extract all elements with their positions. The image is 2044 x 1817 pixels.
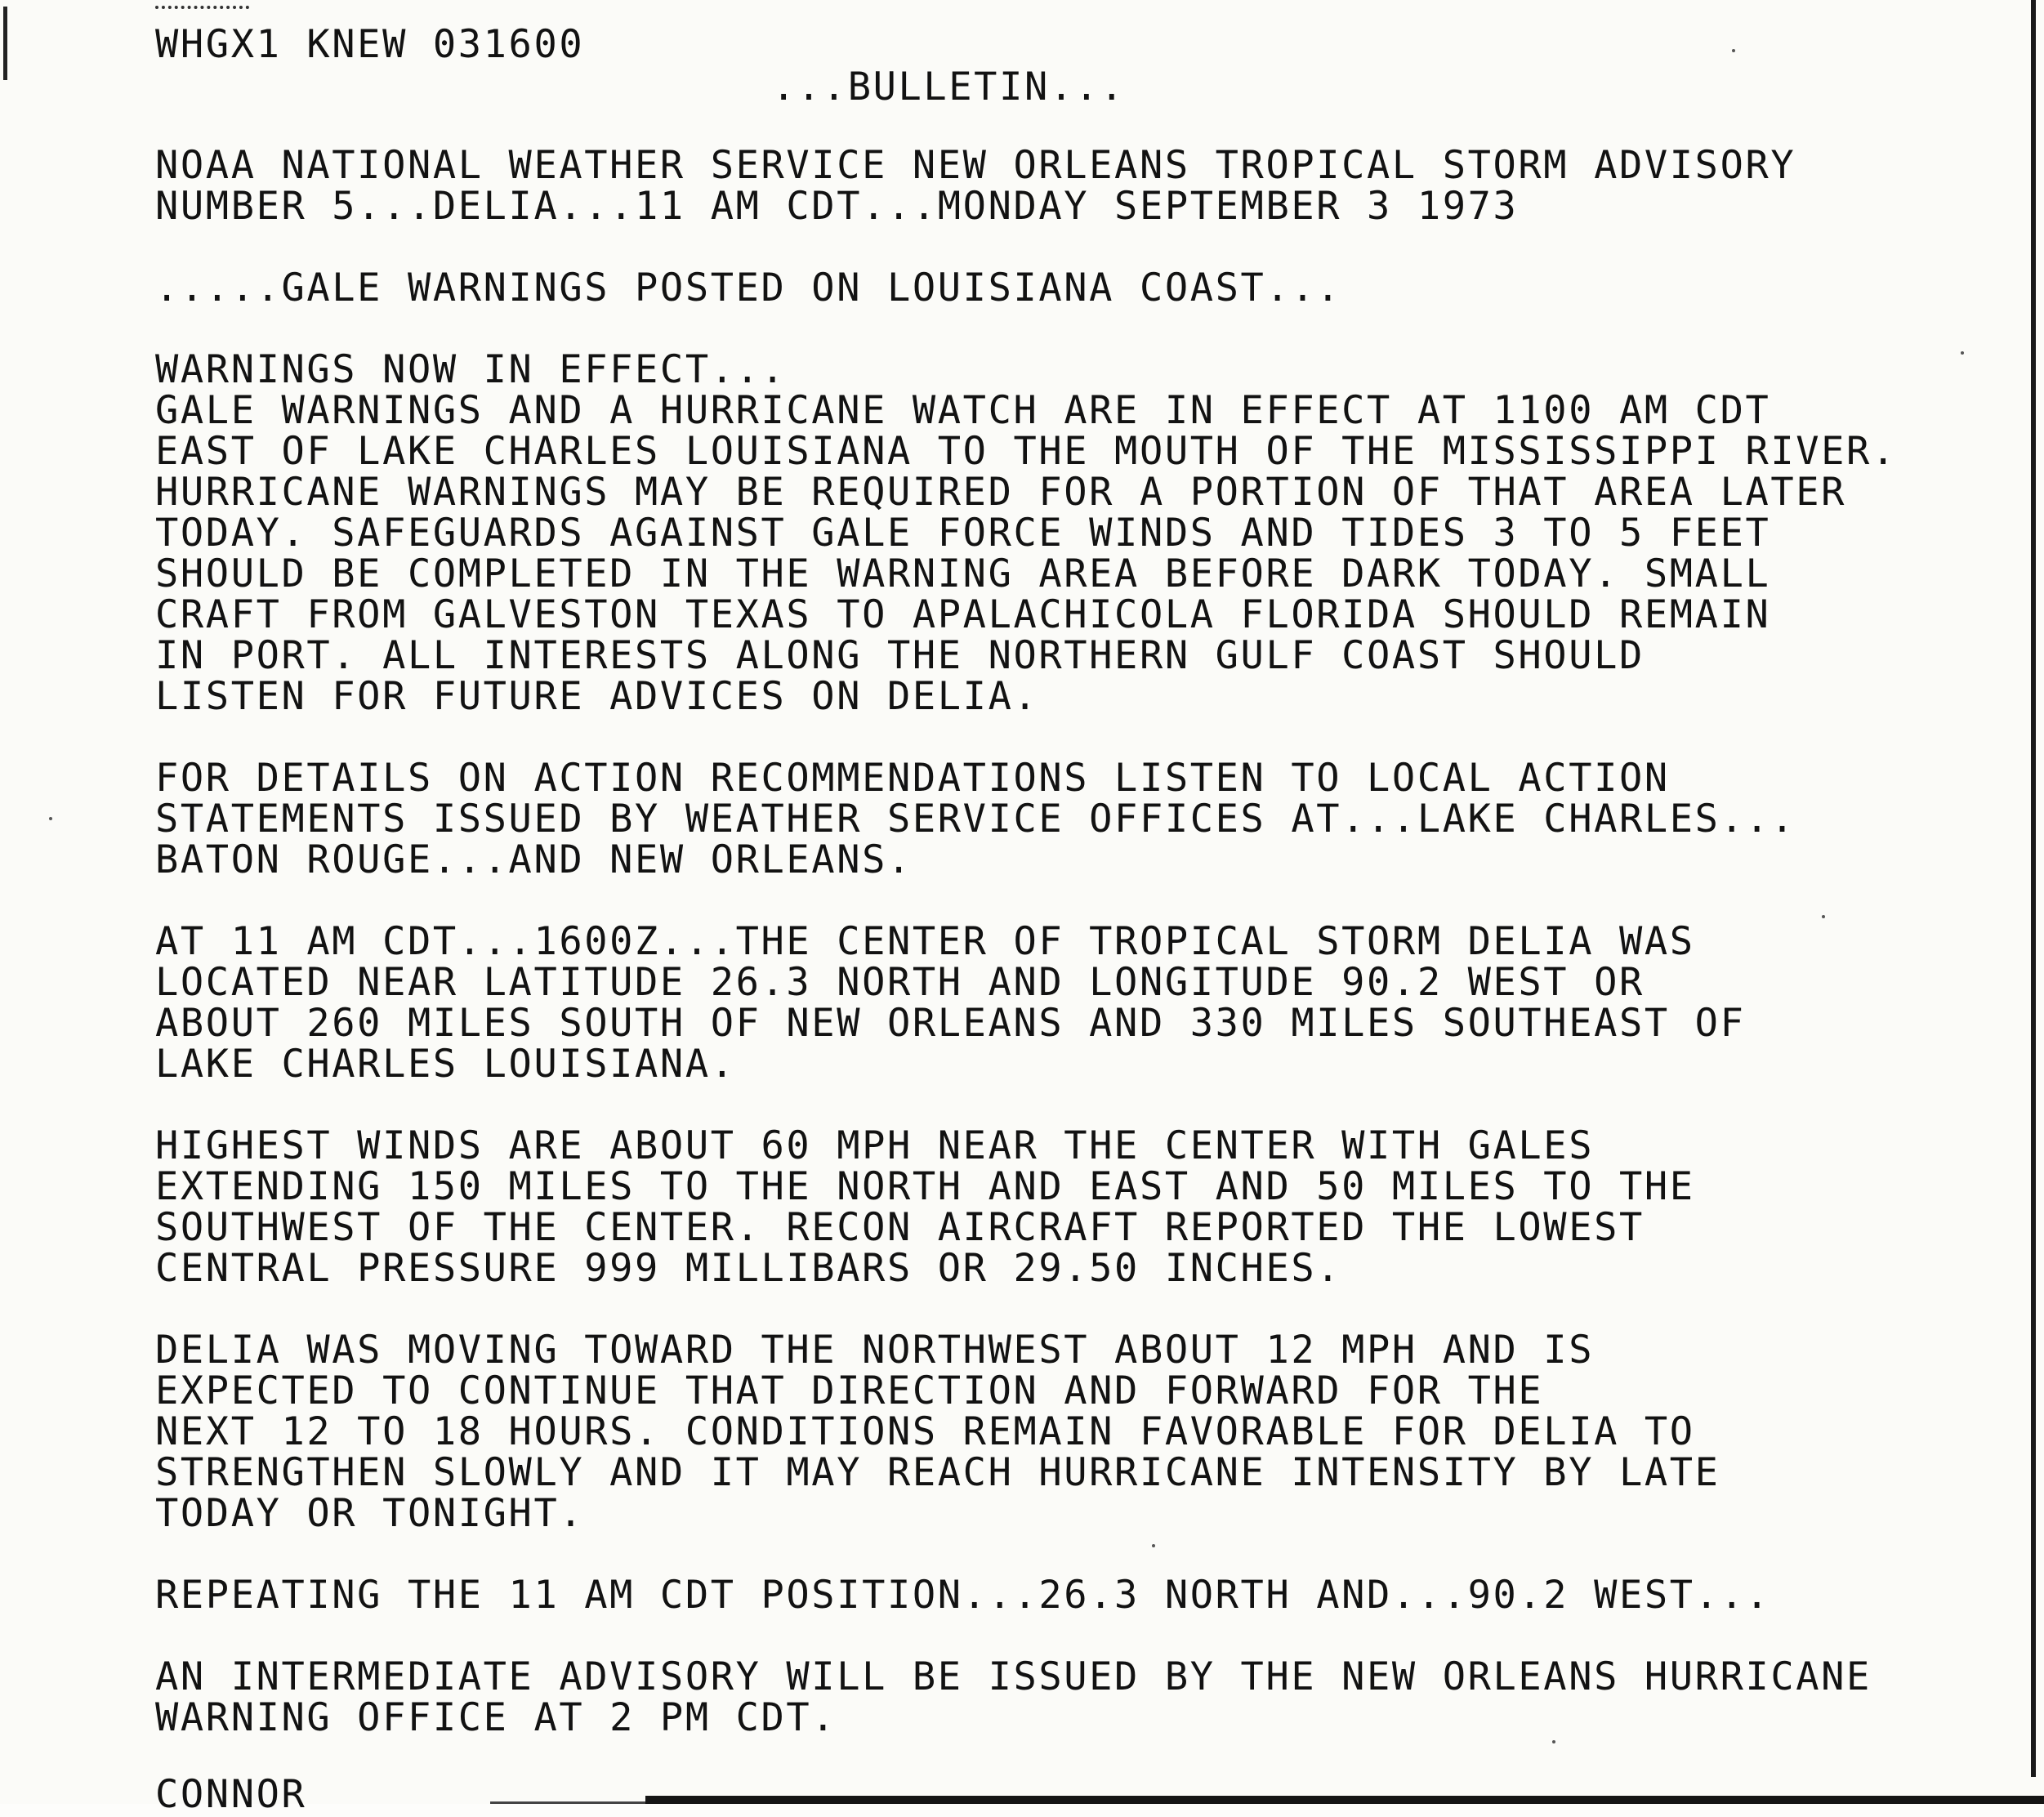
warnings-line: IN PORT. ALL INTERESTS ALONG THE NORTHERN GULF COAST SHOULD <box>155 633 1645 678</box>
cut-off-top-text <box>155 0 249 9</box>
warnings-line: EAST OF LAKE CHARLES LOUISIANA TO THE MOUTH OF THE MISSISSIPPI RIVER. <box>155 429 1897 474</box>
scan-speck <box>1961 351 1964 355</box>
position-line: LOCATED NEAR LATITUDE 26.3 NORTH AND LONGITUDE 90.2 WEST OR <box>155 960 1645 1005</box>
signature: CONNOR <box>155 1772 307 1817</box>
intermediate-line: WARNING OFFICE AT 2 PM CDT. <box>155 1695 837 1740</box>
bulletin-label: ...BULLETIN... <box>772 65 1126 109</box>
repeat-position-line: REPEATING THE 11 AM CDT POSITION...26.3 NORTH AND...90.2 WEST... <box>155 1573 1771 1618</box>
movement-line: STRENGTHEN SLOWLY AND IT MAY REACH HURRICANE INTENSITY BY LATE <box>155 1450 1720 1495</box>
scan-speck <box>49 817 52 820</box>
warnings-line: HURRICANE WARNINGS MAY BE REQUIRED FOR A PORTION OF THAT AREA LATER <box>155 470 1847 515</box>
warnings-heading: WARNINGS NOW IN EFFECT... <box>155 347 787 392</box>
position-line: LAKE CHARLES LOUISIANA. <box>155 1042 736 1087</box>
page-right-edge <box>2031 0 2036 1777</box>
movement-line: EXPECTED TO CONTINUE THAT DIRECTION AND FORWARD FOR THE <box>155 1368 1544 1413</box>
intermediate-line: AN INTERMEDIATE ADVISORY WILL BE ISSUED BY THE NEW ORLEANS HURRICANE <box>155 1654 1872 1699</box>
warnings-line: GALE WARNINGS AND A HURRICANE WATCH ARE IN EFFECT AT 1100 AM CDT <box>155 388 1771 433</box>
page-bottom-edge <box>645 1796 2044 1804</box>
winds-line: EXTENDING 150 MILES TO THE NORTH AND EAST AND 50 MILES TO THE <box>155 1164 1695 1209</box>
title-line-1: NOAA NATIONAL WEATHER SERVICE NEW ORLEANS TROPICAL STORM ADVISORY <box>155 143 1796 188</box>
scan-left-mark <box>3 7 7 80</box>
scan-speck <box>1552 1740 1555 1743</box>
header-line: WHGX1 KNEW 031600 <box>155 22 585 67</box>
headline: .....GALE WARNINGS POSTED ON LOUISIANA COAST... <box>155 266 1342 310</box>
details-line: FOR DETAILS ON ACTION RECOMMENDATIONS LISTEN TO LOCAL ACTION <box>155 756 1670 801</box>
winds-line: HIGHEST WINDS ARE ABOUT 60 MPH NEAR THE CENTER WITH GALES <box>155 1123 1595 1168</box>
position-line: ABOUT 260 MILES SOUTH OF NEW ORLEANS AND 330 MILES SOUTHEAST OF <box>155 1001 1746 1046</box>
position-line: AT 11 AM CDT...1600Z...THE CENTER OF TROPICAL STORM DELIA WAS <box>155 919 1695 964</box>
movement-line: DELIA WAS MOVING TOWARD THE NORTHWEST ABOUT 12 MPH AND IS <box>155 1328 1595 1373</box>
details-line: BATON ROUGE...AND NEW ORLEANS. <box>155 837 913 882</box>
scan-speck <box>1822 915 1825 918</box>
details-line: STATEMENTS ISSUED BY WEATHER SERVICE OFFICES AT...LAKE CHARLES... <box>155 797 1796 842</box>
warnings-line: SHOULD BE COMPLETED IN THE WARNING AREA BEFORE DARK TODAY. SMALL <box>155 551 1771 596</box>
scan-speck <box>1732 49 1735 52</box>
title-line-2: NUMBER 5...DELIA...11 AM CDT...MONDAY SEPTEMBER 3 1973 <box>155 184 1519 229</box>
winds-line: SOUTHWEST OF THE CENTER. RECON AIRCRAFT REPORTED THE LOWEST <box>155 1205 1645 1250</box>
warnings-line: LISTEN FOR FUTURE ADVICES ON DELIA. <box>155 674 1039 719</box>
winds-line: CENTRAL PRESSURE 999 MILLIBARS OR 29.50 INCHES. <box>155 1246 1342 1291</box>
movement-line: NEXT 12 TO 18 HOURS. CONDITIONS REMAIN FAVORABLE FOR DELIA TO <box>155 1409 1695 1454</box>
movement-line: TODAY OR TONIGHT. <box>155 1491 585 1536</box>
warnings-line: TODAY. SAFEGUARDS AGAINST GALE FORCE WINDS AND TIDES 3 TO 5 FEET <box>155 511 1771 556</box>
scan-speck <box>1152 1544 1155 1547</box>
warnings-line: CRAFT FROM GALVESTON TEXAS TO APALACHICOLA FLORIDA SHOULD REMAIN <box>155 592 1771 637</box>
